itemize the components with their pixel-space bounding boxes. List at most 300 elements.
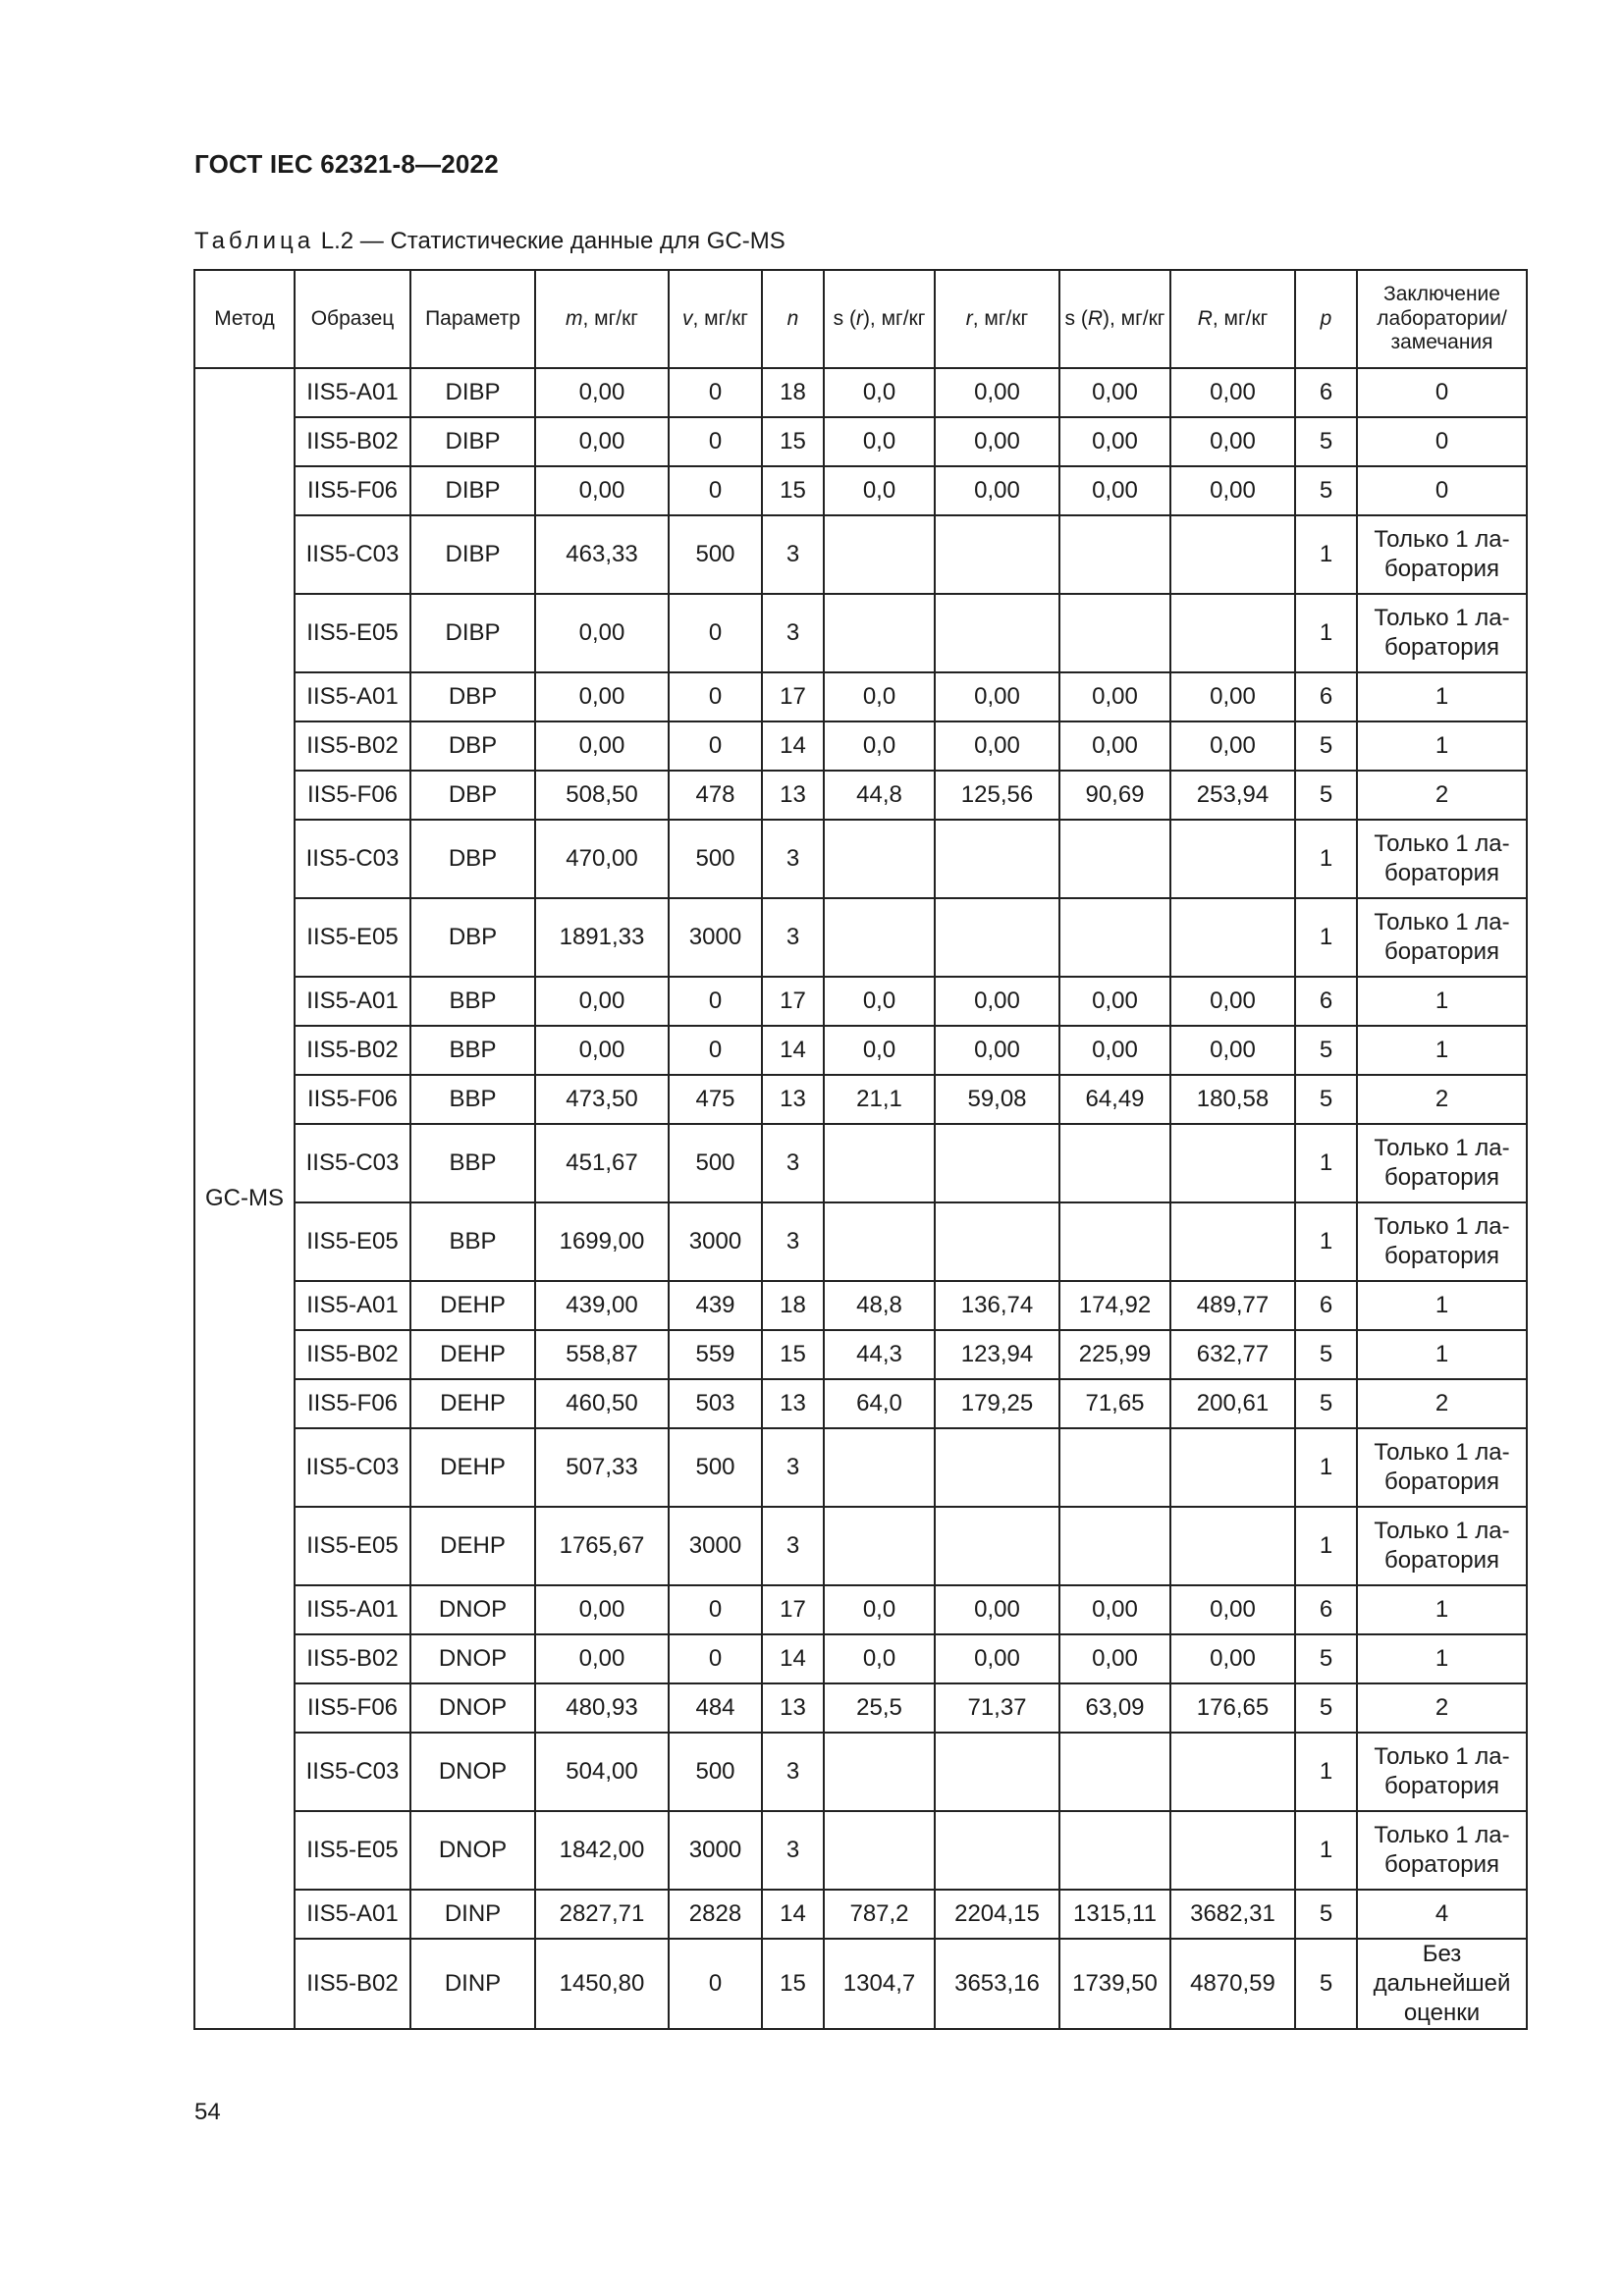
table-cell: 500	[669, 1124, 762, 1202]
table-cell: DBP	[410, 898, 535, 977]
column-header-italic: m	[566, 306, 583, 330]
table-cell: IIS5-E05	[295, 1202, 410, 1281]
table-cell: 0	[669, 977, 762, 1026]
table-body	[194, 368, 1527, 2029]
table-cell: 5	[1295, 466, 1357, 515]
table-cell: 1	[1295, 594, 1357, 672]
table-cell: 1891,33	[535, 898, 669, 977]
table-cell: IIS5-B02	[295, 1939, 410, 2029]
table-row	[194, 1634, 1527, 1683]
table-cell	[1059, 1811, 1170, 1890]
table-cell: 63,09	[1059, 1683, 1170, 1733]
table-cell: IIS5-C03	[295, 1428, 410, 1507]
column-header-name: s (	[1064, 306, 1088, 330]
table-cell: IIS5-A01	[295, 368, 410, 417]
table-cell: DIBP	[410, 594, 535, 672]
table-cell: DEHP	[410, 1379, 535, 1428]
table-cell: 0,00	[935, 1585, 1059, 1634]
table-cell	[935, 594, 1059, 672]
table-cell: BBP	[410, 977, 535, 1026]
table-row	[194, 1124, 1527, 1202]
table-cell: 17	[762, 1585, 824, 1634]
column-header-unit: , мг/кг	[582, 306, 638, 330]
table-cell: 3	[762, 1507, 824, 1585]
table-cell	[1059, 1202, 1170, 1281]
table-cell	[824, 1733, 935, 1811]
table-cell	[935, 1428, 1059, 1507]
table-cell: BBP	[410, 1202, 535, 1281]
table-cell: 478	[669, 771, 762, 820]
table-cell: 1	[1295, 1202, 1357, 1281]
table-cell: 0	[669, 672, 762, 721]
table-cell: 632,77	[1170, 1330, 1295, 1379]
column-header	[762, 270, 824, 368]
table-cell	[824, 1428, 935, 1507]
table-row	[194, 672, 1527, 721]
remarks-cell: 0	[1357, 368, 1527, 417]
table-cell: 0,0	[824, 368, 935, 417]
table-cell	[824, 898, 935, 977]
remarks-cell: 1	[1357, 672, 1527, 721]
caption-prefix: Таблица	[194, 228, 315, 254]
table-cell: 0,00	[1059, 721, 1170, 771]
table-cell: 6	[1295, 977, 1357, 1026]
column-header-name: Метод	[214, 306, 275, 330]
table-cell: 1699,00	[535, 1202, 669, 1281]
table-cell: 3000	[669, 1811, 762, 1890]
table-cell: 500	[669, 1733, 762, 1811]
table-cell: 500	[669, 820, 762, 898]
table-cell: IIS5-C03	[295, 515, 410, 594]
table-cell: 14	[762, 721, 824, 771]
table-cell	[824, 1507, 935, 1585]
column-header	[1170, 270, 1295, 368]
table-row	[194, 417, 1527, 466]
table-row	[194, 977, 1527, 1026]
table-cell: 3	[762, 594, 824, 672]
table-cell: 0,00	[935, 368, 1059, 417]
table-cell: 0,0	[824, 417, 935, 466]
table-cell: 90,69	[1059, 771, 1170, 820]
table-cell: IIS5-C03	[295, 820, 410, 898]
table-cell: 14	[762, 1026, 824, 1075]
table-cell: BBP	[410, 1026, 535, 1075]
table-cell: 3	[762, 820, 824, 898]
table-cell: 463,33	[535, 515, 669, 594]
table-cell: 136,74	[935, 1281, 1059, 1330]
table-cell	[824, 515, 935, 594]
table-cell: DEHP	[410, 1330, 535, 1379]
table-cell: DNOP	[410, 1811, 535, 1890]
column-header	[824, 270, 935, 368]
table-cell: DNOP	[410, 1585, 535, 1634]
table-cell	[1170, 515, 1295, 594]
table-cell: IIS5-F06	[295, 1379, 410, 1428]
table-cell: 0,00	[1170, 1585, 1295, 1634]
table-cell: 3000	[669, 898, 762, 977]
table-cell: IIS5-F06	[295, 771, 410, 820]
table-cell: 0,00	[1059, 1585, 1170, 1634]
table-cell: 5	[1295, 1939, 1357, 2029]
remarks-cell: 1	[1357, 721, 1527, 771]
table-cell: 174,92	[1059, 1281, 1170, 1330]
column-header-unit: ), мг/кг	[862, 306, 926, 330]
table-cell: 503	[669, 1379, 762, 1428]
remarks-cell: 1	[1357, 1330, 1527, 1379]
table-cell: 0	[669, 1939, 762, 2029]
remarks-cell: Без дальнейшей оценки	[1357, 1939, 1527, 2029]
column-header-italic: R	[1087, 306, 1104, 330]
table-row	[194, 1075, 1527, 1124]
table-cell: 1	[1295, 898, 1357, 977]
table-row	[194, 1330, 1527, 1379]
table-cell: DIBP	[410, 417, 535, 466]
table-cell: DEHP	[410, 1428, 535, 1507]
column-header	[194, 270, 295, 368]
table-row	[194, 721, 1527, 771]
table-cell: 470,00	[535, 820, 669, 898]
table-header-row	[194, 270, 1527, 368]
table-cell: IIS5-E05	[295, 594, 410, 672]
table-cell: IIS5-A01	[295, 1281, 410, 1330]
table-cell: 3	[762, 1428, 824, 1507]
table-cell: 0	[669, 417, 762, 466]
table-cell: 0,00	[535, 417, 669, 466]
table-cell: DIBP	[410, 515, 535, 594]
table-row	[194, 1202, 1527, 1281]
table-cell: 15	[762, 466, 824, 515]
table-cell: 6	[1295, 1281, 1357, 1330]
table-cell: 500	[669, 515, 762, 594]
column-header	[669, 270, 762, 368]
table-cell: DIBP	[410, 368, 535, 417]
remarks-cell: 0	[1357, 466, 1527, 515]
table-cell: 25,5	[824, 1683, 935, 1733]
statistics-table	[193, 269, 1528, 2030]
table-cell	[1170, 1507, 1295, 1585]
table-cell: 0,00	[1059, 1026, 1170, 1075]
table-cell: 484	[669, 1683, 762, 1733]
table-cell	[824, 1811, 935, 1890]
table-cell: DINP	[410, 1890, 535, 1939]
table-cell: IIS5-B02	[295, 417, 410, 466]
column-header	[410, 270, 535, 368]
table-cell: 13	[762, 1379, 824, 1428]
remarks-cell: 2	[1357, 1379, 1527, 1428]
table-cell: 0,00	[935, 417, 1059, 466]
table-cell	[1059, 820, 1170, 898]
table-cell: 439	[669, 1281, 762, 1330]
table-cell: 439,00	[535, 1281, 669, 1330]
page-number: 54	[194, 2099, 221, 2125]
table-cell: 125,56	[935, 771, 1059, 820]
table-cell: 179,25	[935, 1379, 1059, 1428]
table-cell: IIS5-C03	[295, 1124, 410, 1202]
table-cell: 0,00	[1170, 466, 1295, 515]
table-row	[194, 1281, 1527, 1330]
table-cell: 13	[762, 771, 824, 820]
table-cell: 0,00	[1170, 721, 1295, 771]
table-cell: 5	[1295, 1634, 1357, 1683]
table-cell: 64,0	[824, 1379, 935, 1428]
table-cell: DNOP	[410, 1634, 535, 1683]
table-cell: 0,0	[824, 1634, 935, 1683]
table-cell: 0	[669, 594, 762, 672]
table-cell: 5	[1295, 721, 1357, 771]
remarks-cell: Только 1 ла-боратория	[1357, 1124, 1527, 1202]
table-cell: 473,50	[535, 1075, 669, 1124]
table-cell: 5	[1295, 1075, 1357, 1124]
table-cell: 0,00	[535, 1634, 669, 1683]
table-cell: 0,00	[935, 672, 1059, 721]
table-cell: 15	[762, 1939, 824, 2029]
table-cell: 0,0	[824, 466, 935, 515]
table-cell: 0,00	[1059, 977, 1170, 1026]
table-cell: 3	[762, 1124, 824, 1202]
remarks-cell: 1	[1357, 1026, 1527, 1075]
table-cell: DIBP	[410, 466, 535, 515]
table-cell: 1304,7	[824, 1939, 935, 2029]
table-cell	[935, 1733, 1059, 1811]
table-cell	[1170, 898, 1295, 977]
column-header-unit: , мг/кг	[1212, 306, 1269, 330]
table-cell	[1170, 820, 1295, 898]
table-cell: 0	[669, 466, 762, 515]
table-cell	[1170, 1428, 1295, 1507]
table-row	[194, 368, 1527, 417]
table-cell: 1	[1295, 820, 1357, 898]
table-cell: 17	[762, 672, 824, 721]
table-cell: 5	[1295, 1890, 1357, 1939]
column-header-name: Заключение лаборатории/ замечания	[1377, 282, 1507, 354]
table-cell: 5	[1295, 771, 1357, 820]
table-cell: 3	[762, 515, 824, 594]
table-row	[194, 1507, 1527, 1585]
remarks-cell: Только 1 ла-боратория	[1357, 1428, 1527, 1507]
table-cell: 14	[762, 1634, 824, 1683]
table-cell: 0	[669, 368, 762, 417]
table-row	[194, 1585, 1527, 1634]
table-cell: DNOP	[410, 1733, 535, 1811]
table-cell: 59,08	[935, 1075, 1059, 1124]
table-cell: IIS5-A01	[295, 977, 410, 1026]
table-cell: 44,3	[824, 1330, 935, 1379]
table-cell	[935, 898, 1059, 977]
table-cell: 5	[1295, 1683, 1357, 1733]
table-cell	[1059, 898, 1170, 977]
table-cell	[1170, 1733, 1295, 1811]
table-row	[194, 1939, 1527, 2029]
table-cell	[1059, 1507, 1170, 1585]
table-cell: 2204,15	[935, 1890, 1059, 1939]
table-cell: 1739,50	[1059, 1939, 1170, 2029]
table-cell	[935, 1124, 1059, 1202]
table-cell: 2827,71	[535, 1890, 669, 1939]
table-row	[194, 898, 1527, 977]
remarks-cell: Только 1 ла-боратория	[1357, 515, 1527, 594]
column-header-name: Образец	[310, 306, 395, 330]
table-cell: 3	[762, 898, 824, 977]
column-header-italic: R	[1197, 306, 1213, 330]
remarks-cell: 1	[1357, 1634, 1527, 1683]
table-cell: 0,00	[1170, 368, 1295, 417]
table-cell: 0,00	[1170, 672, 1295, 721]
remarks-cell: Только 1 ла-боратория	[1357, 1202, 1527, 1281]
table-cell: 1	[1295, 1507, 1357, 1585]
remarks-cell: Только 1 ла-боратория	[1357, 1733, 1527, 1811]
table-cell: 0,00	[935, 721, 1059, 771]
column-header	[295, 270, 410, 368]
table-cell: 0,00	[1059, 368, 1170, 417]
table-cell: 13	[762, 1075, 824, 1124]
table-cell	[935, 1202, 1059, 1281]
column-header-name: Параметр	[425, 306, 520, 330]
table-cell: IIS5-C03	[295, 1733, 410, 1811]
table-cell: IIS5-B02	[295, 1330, 410, 1379]
table-cell: 44,8	[824, 771, 935, 820]
table-cell: 3000	[669, 1507, 762, 1585]
table-cell: 13	[762, 1683, 824, 1733]
table-cell: 0,00	[935, 1026, 1059, 1075]
table-cell: 507,33	[535, 1428, 669, 1507]
table-cell: 460,50	[535, 1379, 669, 1428]
table-row	[194, 1811, 1527, 1890]
table-cell: 480,93	[535, 1683, 669, 1733]
table-cell	[1170, 1202, 1295, 1281]
table-cell: DEHP	[410, 1281, 535, 1330]
remarks-cell: 2	[1357, 1075, 1527, 1124]
table-cell: 200,61	[1170, 1379, 1295, 1428]
table-cell: IIS5-B02	[295, 1026, 410, 1075]
column-header-unit: ), мг/кг	[1103, 306, 1165, 330]
table-cell	[1059, 515, 1170, 594]
table-cell	[935, 1507, 1059, 1585]
table-cell: 5	[1295, 417, 1357, 466]
table-row	[194, 594, 1527, 672]
table-cell: DINP	[410, 1939, 535, 2029]
table-cell: 3	[762, 1733, 824, 1811]
table-cell	[1059, 1124, 1170, 1202]
table-cell: 0	[669, 1026, 762, 1075]
table-cell: 4870,59	[1170, 1939, 1295, 2029]
column-header-unit: , мг/кг	[972, 306, 1029, 330]
table-cell: 1	[1295, 1811, 1357, 1890]
column-header-italic: n	[786, 306, 799, 330]
table-cell: 500	[669, 1428, 762, 1507]
table-cell: 253,94	[1170, 771, 1295, 820]
table-cell: 504,00	[535, 1733, 669, 1811]
column-header	[535, 270, 669, 368]
table-cell: 6	[1295, 368, 1357, 417]
column-header-italic: p	[1320, 306, 1332, 330]
table-cell: 48,8	[824, 1281, 935, 1330]
table-cell: 123,94	[935, 1330, 1059, 1379]
table-cell: 3653,16	[935, 1939, 1059, 2029]
table-cell: 3000	[669, 1202, 762, 1281]
table-row	[194, 820, 1527, 898]
table-cell: 559	[669, 1330, 762, 1379]
table-cell: 0,00	[535, 672, 669, 721]
table-cell: IIS5-F06	[295, 1683, 410, 1733]
column-header-italic: r	[855, 306, 863, 330]
table-cell: IIS5-A01	[295, 1585, 410, 1634]
table-cell: 0,00	[1059, 672, 1170, 721]
table-cell: DEHP	[410, 1507, 535, 1585]
table-cell: 0,00	[1170, 977, 1295, 1026]
remarks-cell: Только 1 ла-боратория	[1357, 1507, 1527, 1585]
document-header: ГОСТ IEC 62321-8—2022	[194, 149, 499, 179]
table-cell: 0,00	[535, 721, 669, 771]
table-cell	[1059, 594, 1170, 672]
table-cell: DBP	[410, 820, 535, 898]
table-cell: 71,65	[1059, 1379, 1170, 1428]
table-cell: 0,00	[1059, 1634, 1170, 1683]
table-cell	[1059, 1733, 1170, 1811]
remarks-cell: Только 1 ла-боратория	[1357, 820, 1527, 898]
table-cell: 225,99	[1059, 1330, 1170, 1379]
table-cell: 3	[762, 1202, 824, 1281]
column-header	[935, 270, 1059, 368]
table-cell: IIS5-B02	[295, 721, 410, 771]
table-cell	[1170, 1124, 1295, 1202]
table-cell	[1170, 594, 1295, 672]
table-cell: 0,00	[935, 466, 1059, 515]
table-cell	[824, 820, 935, 898]
table-cell: BBP	[410, 1124, 535, 1202]
caption-text: L.2 — Статистические данные для GC-MS	[314, 228, 785, 254]
table-cell	[935, 515, 1059, 594]
table-cell: 1842,00	[535, 1811, 669, 1890]
table-cell: 0,00	[1059, 417, 1170, 466]
table-cell: 1	[1295, 1428, 1357, 1507]
table-cell	[1059, 1428, 1170, 1507]
table-cell: 0,00	[535, 368, 669, 417]
table-cell: 0,0	[824, 672, 935, 721]
table-cell: 64,49	[1059, 1075, 1170, 1124]
table-cell: 1450,80	[535, 1939, 669, 2029]
table-cell: 5	[1295, 1330, 1357, 1379]
table-cell: 0,00	[535, 1026, 669, 1075]
table-cell	[824, 594, 935, 672]
table-cell: 0	[669, 1634, 762, 1683]
column-header	[1295, 270, 1357, 368]
table-row	[194, 1379, 1527, 1428]
table-cell: 3682,31	[1170, 1890, 1295, 1939]
remarks-cell: Только 1 ла-боратория	[1357, 1811, 1527, 1890]
table-cell: DBP	[410, 721, 535, 771]
table-cell: 1315,11	[1059, 1890, 1170, 1939]
table-row	[194, 771, 1527, 820]
table-cell: 2828	[669, 1890, 762, 1939]
table-cell: 6	[1295, 1585, 1357, 1634]
table-cell: 21,1	[824, 1075, 935, 1124]
table-cell: 1	[1295, 515, 1357, 594]
table-cell: IIS5-A01	[295, 1890, 410, 1939]
remarks-cell: 1	[1357, 1585, 1527, 1634]
table-cell: 451,67	[535, 1124, 669, 1202]
table-row	[194, 1733, 1527, 1811]
column-header-name: s (	[833, 306, 856, 330]
remarks-cell: 2	[1357, 771, 1527, 820]
table-cell: 0,00	[1170, 417, 1295, 466]
table-cell: IIS5-F06	[295, 466, 410, 515]
column-header-italic: v	[682, 306, 693, 330]
table-row	[194, 1428, 1527, 1507]
remarks-cell: 1	[1357, 1281, 1527, 1330]
table-cell	[935, 820, 1059, 898]
table-caption	[194, 228, 785, 255]
remarks-cell: 2	[1357, 1683, 1527, 1733]
